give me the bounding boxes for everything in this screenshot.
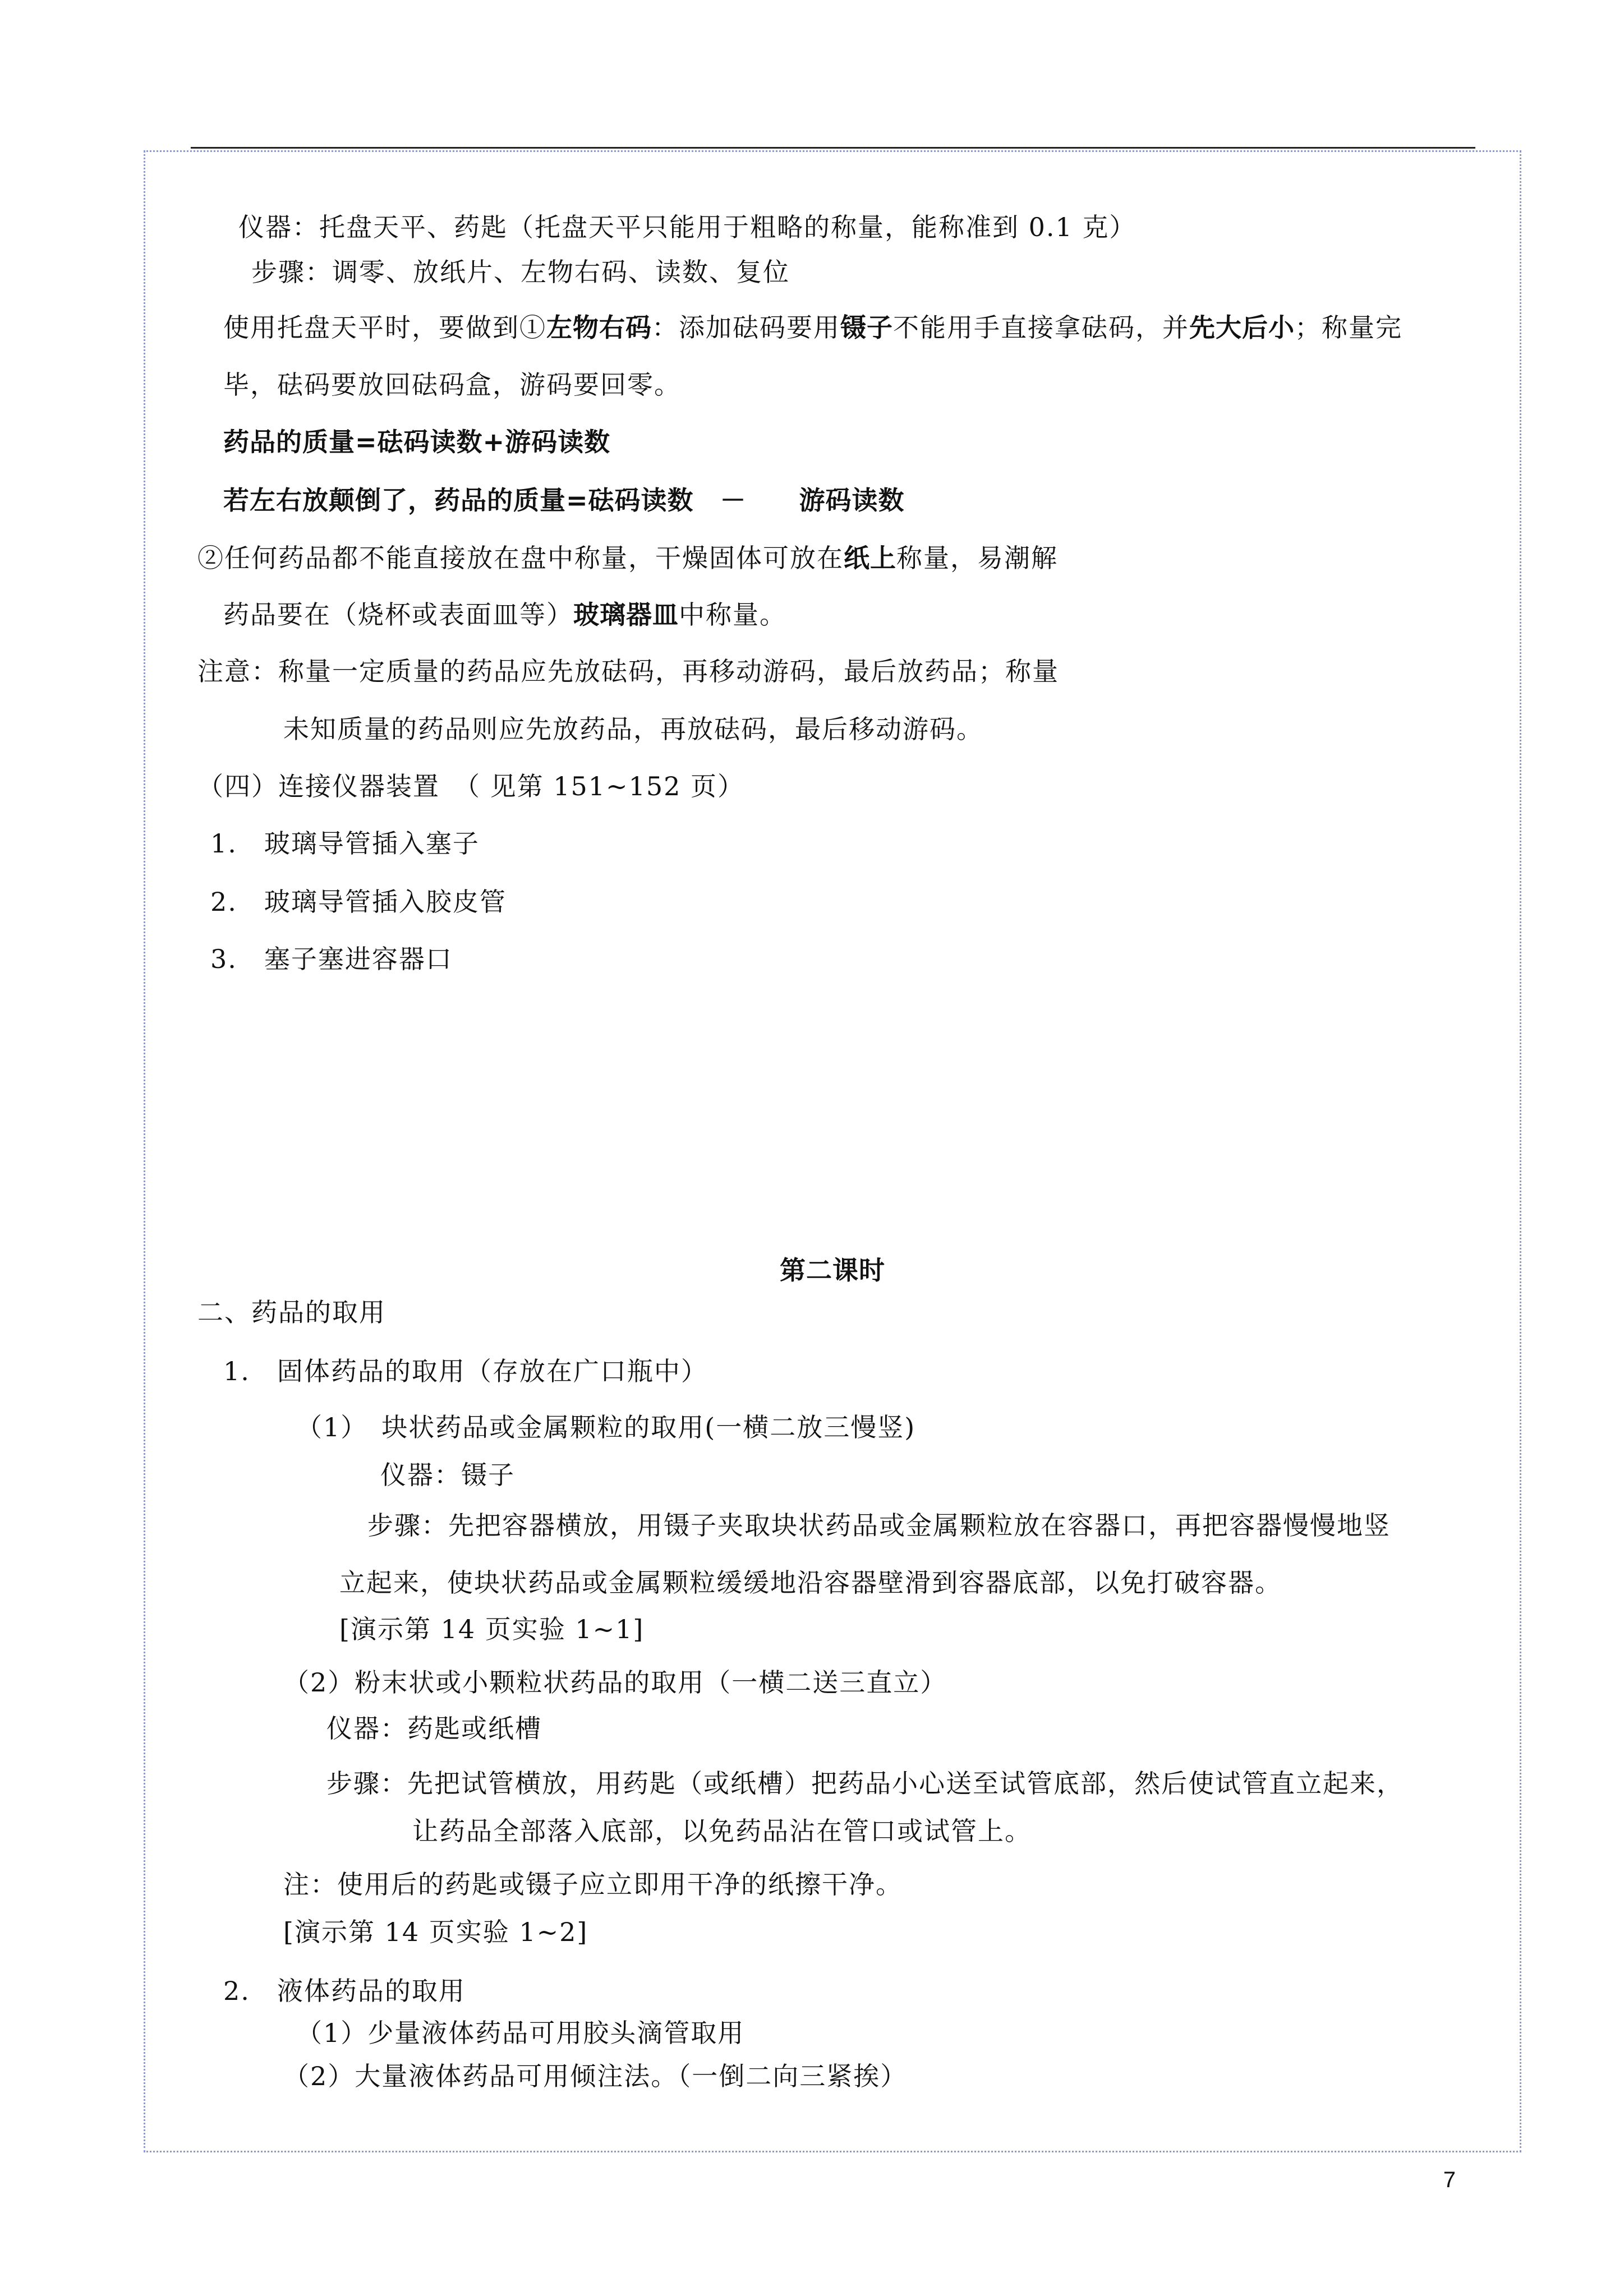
text-segment: （2）大量液体药品可用倾注法。（一倒二向三紧挨） [283, 2061, 908, 2091]
text-segment: 称量，易潮解 [896, 543, 1058, 573]
text-segment: 仪器：药匙或纸槽 [326, 1713, 542, 1744]
text-line [210, 942, 453, 976]
text-segment: 步骤：先把容器横放，用镊子夹取块状药品或金属颗粒放在容器口，再把容器慢慢地竖 [367, 1510, 1391, 1541]
text-line [367, 1509, 1391, 1542]
text-segment: 二、药品的取用 [197, 1297, 386, 1327]
text-line [238, 210, 1136, 244]
text-line [380, 1458, 515, 1492]
text-line [326, 1712, 542, 1745]
text-segment: [演示第 14 页实验 1~1] [339, 1614, 645, 1644]
text-line [223, 483, 905, 517]
text-segment: 药品要在（烧杯或表面皿等） [223, 600, 573, 630]
bold-text: 镊子 [840, 312, 893, 343]
text-segment: （2）粉末状或小颗粒状药品的取用（一横二送三直立） [283, 1667, 947, 1698]
text-segment: 让药品全部落入底部，以免药品沾在管口或试管上。 [412, 1816, 1032, 1846]
text-segment: 1. 玻璃导管插入塞子 [210, 828, 480, 859]
text-line [326, 1767, 1404, 1800]
header-rule [191, 147, 1475, 149]
text-line [412, 1814, 1032, 1848]
text-line [197, 769, 744, 803]
text-line [223, 1354, 708, 1388]
text-segment: 使用托盘天平时，要做到① [223, 312, 546, 343]
bold-text: 药品的质量=砝码读数+游码读数 [223, 427, 611, 457]
text-segment: 步骤：先把试管横放，用药匙（或纸槽）把药品小心送至试管底部，然后使试管直立起来， [326, 1768, 1404, 1799]
text-line [197, 541, 1058, 575]
text-line [223, 1974, 466, 2008]
text-line [197, 654, 1059, 688]
bold-text: 玻璃器皿 [573, 600, 679, 630]
text-line [197, 1295, 386, 1329]
text-line [223, 598, 786, 631]
text-line [296, 1410, 915, 1444]
bold-text: 若左右放颠倒了，药品的质量=砝码读数 － 游码读数 [223, 485, 905, 515]
text-line [283, 2059, 907, 2093]
text-line [223, 368, 681, 402]
text-line [339, 1612, 644, 1646]
section-title: 第二课时 [780, 1255, 885, 1285]
bold-text: 左物右码 [546, 312, 652, 343]
text-segment: 仪器：托盘天平、药匙（托盘天平只能用于粗略的称量，能称准到 0.1 克） [238, 212, 1137, 242]
text-segment: 2. 玻璃导管插入胶皮管 [210, 887, 507, 917]
text-line [223, 311, 1402, 344]
text-line [210, 827, 480, 860]
text-segment: 注意：称量一定质量的药品应先放砝码，再移动游码，最后放药品；称量 [197, 656, 1059, 686]
text-line [296, 2016, 744, 2050]
text-segment: 毕，砝码要放回砝码盒，游码要回零。 [223, 370, 681, 400]
text-segment: 2. 液体药品的取用 [223, 1976, 466, 2006]
text-segment: 步骤：调零、放纸片、左物右码、读数、复位 [251, 257, 790, 287]
text-segment: ：添加砝码要用 [652, 312, 840, 343]
text-line [210, 885, 507, 919]
text-line [283, 1868, 903, 1901]
text-line [339, 1566, 1282, 1599]
text-segment: [演示第 14 页实验 1~2] [283, 1917, 588, 1947]
text-line [283, 1915, 588, 1949]
text-segment: 不能用手直接拿砝码，并 [893, 312, 1189, 343]
text-segment: ②任何药品都不能直接放在盘中称量，干燥固体可放在 [197, 543, 844, 573]
bold-text: 先大后小 [1189, 312, 1295, 343]
text-segment: （1）少量液体药品可用胶头滴管取用 [296, 2018, 745, 2048]
text-line [223, 425, 610, 459]
text-segment: 未知质量的药品则应先放药品，再放砝码，最后移动游码。 [283, 714, 983, 744]
bold-text: 纸上 [844, 543, 896, 573]
text-segment: 仪器：镊子 [380, 1460, 515, 1490]
text-segment: 1. 固体药品的取用（存放在广口瓶中） [223, 1356, 708, 1386]
text-segment: 3. 塞子塞进容器口 [210, 944, 453, 974]
text-segment: 注：使用后的药匙或镊子应立即用干净的纸擦干净。 [283, 1869, 903, 1899]
text-line [283, 1666, 947, 1699]
text-segment: ；称量完 [1295, 312, 1402, 343]
text-segment: 中称量。 [679, 600, 786, 630]
text-segment: （四）连接仪器装置 （ 见第 151~152 页） [197, 771, 745, 801]
text-line [251, 255, 790, 289]
text-segment: 立起来，使块状药品或金属颗粒缓缓地沿容器壁滑到容器底部，以免打破容器。 [339, 1567, 1282, 1598]
page-number: 7 [1443, 2168, 1456, 2192]
text-line [283, 712, 983, 746]
text-segment: （1） 块状药品或金属颗粒的取用(一横二放三慢竖) [296, 1412, 916, 1442]
